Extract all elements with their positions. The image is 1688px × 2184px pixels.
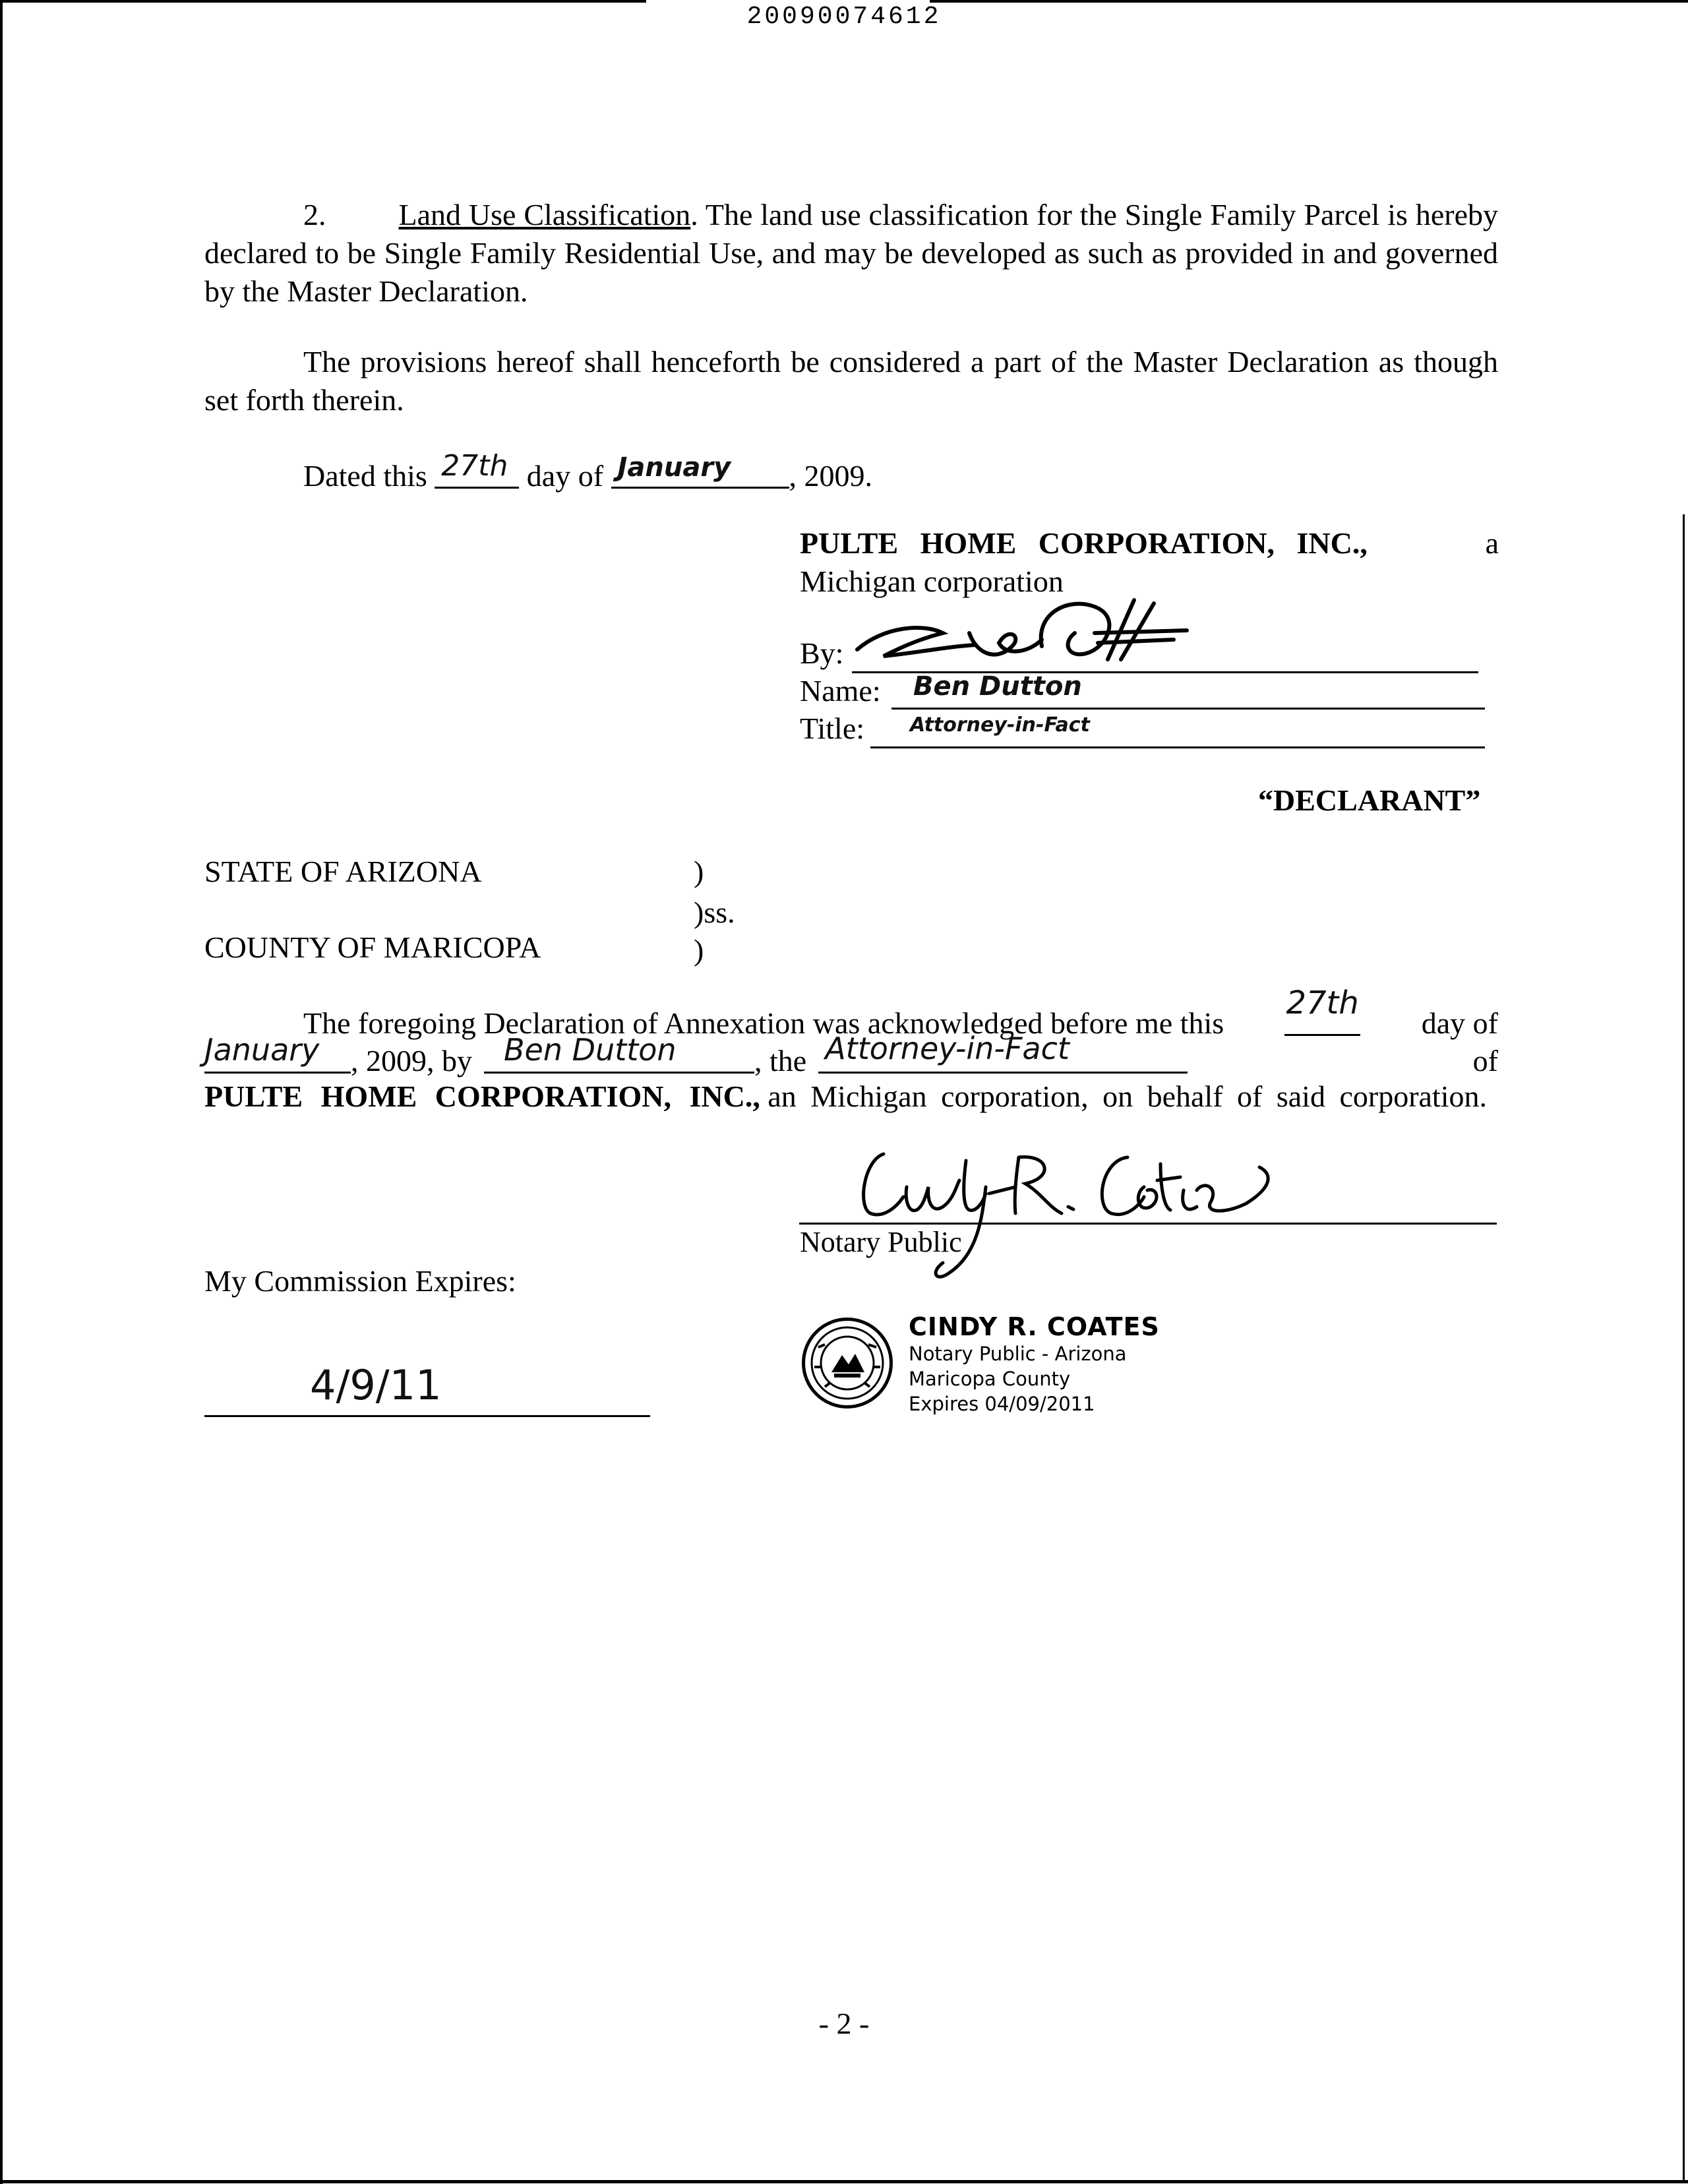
dated-month-field	[611, 452, 789, 489]
venue-state: STATE OF ARIZONA	[204, 855, 482, 888]
name-value: Ben Dutton	[913, 671, 1082, 702]
company-state: Michigan corporation	[800, 564, 1064, 598]
stamp-name: CINDY R. COATES	[909, 1312, 1160, 1341]
company-name: PULTE HOME CORPORATION, INC.,	[800, 526, 1368, 560]
notary-label: Notary Public	[800, 1226, 962, 1258]
page-number: - 2 -	[818, 2007, 870, 2040]
left-border	[0, 0, 3, 2184]
ack-text-6: an Michigan corporation, on behalf of said corporation.	[768, 1079, 1487, 1113]
section-heading: Land Use Classification	[398, 198, 691, 231]
ack-line-2	[204, 1031, 1498, 1080]
venue-paren-2: )	[694, 933, 704, 967]
title-line	[870, 746, 1485, 748]
dated-prefix: Dated this	[303, 459, 427, 493]
notary-stamp	[799, 1312, 1195, 1438]
venue-paren-1: )	[694, 855, 704, 888]
dated-middle: day of	[526, 459, 604, 493]
title-value: Attorney-in-Fact	[910, 713, 1090, 737]
dated-suffix: , 2009.	[789, 459, 873, 493]
dated-month: January	[617, 452, 731, 483]
by-label: By:	[800, 636, 844, 670]
ack-line-3	[204, 1077, 1498, 1116]
commission-date-line	[204, 1415, 650, 1417]
section-number: 2.	[303, 198, 326, 231]
ack-day: 27th	[1286, 985, 1359, 1021]
provisions-text: The provisions hereof shall henceforth be considered a part of the Master Declaration as though set forth therein.	[204, 345, 1498, 417]
dated-day: 27th	[441, 449, 508, 483]
recording-number: 20090074612	[746, 3, 942, 31]
declarant-signature	[844, 587, 1213, 679]
ack-text-2: day of	[1421, 1006, 1498, 1040]
commission-date: 4/9/11	[310, 1361, 442, 1409]
ack-month: January	[204, 1032, 320, 1068]
name-line	[891, 708, 1485, 710]
notary-signature	[851, 1141, 1325, 1299]
ack-month-field	[204, 1032, 351, 1074]
title-label: Title:	[800, 712, 865, 745]
commission-label: My Commission Expires:	[204, 1264, 516, 1298]
ack-day-field	[1284, 985, 1360, 1036]
state-seal-icon	[802, 1318, 893, 1409]
declarant-role: “DECLARANT”	[1258, 783, 1481, 817]
provisions-paragraph	[204, 343, 1498, 419]
ack-text-5: of	[1472, 1044, 1498, 1077]
bottom-border	[0, 2180, 1688, 2183]
ack-capacity-field	[818, 1031, 1188, 1074]
venue-ss: )ss.	[694, 895, 735, 929]
ack-person-field	[484, 1032, 754, 1074]
ack-text-4: , the	[754, 1044, 807, 1077]
ack-person: Ben Dutton	[504, 1032, 677, 1068]
stamp-line-3: Expires 04/09/2011	[909, 1393, 1095, 1415]
dated-line	[303, 449, 873, 495]
venue-county: COUNTY OF MARICOPA	[204, 930, 541, 964]
ack-company: PULTE HOME CORPORATION, INC.,	[204, 1079, 760, 1113]
section-body: . The land use classification for the Single Family Parcel is hereby declared to be Single Family Residential Use, and may be developed as such as provided in and governed by the Master Declaration.	[204, 198, 1498, 308]
company-tail: a	[1485, 526, 1499, 560]
company-line	[800, 524, 1499, 562]
name-label: Name:	[800, 674, 881, 708]
section-2-paragraph	[204, 196, 1498, 311]
ack-text-3: , 2009, by	[351, 1044, 472, 1077]
dated-day-field	[435, 449, 519, 489]
ack-capacity: Attorney-in-Fact	[825, 1031, 1070, 1066]
right-border	[1683, 514, 1685, 2180]
stamp-line-1: Notary Public - Arizona	[909, 1343, 1127, 1365]
stamp-line-2: Maricopa County	[909, 1368, 1071, 1390]
ack-text-1: The foregoing Declaration of Annexation was acknowledged before me this	[303, 1006, 1224, 1040]
